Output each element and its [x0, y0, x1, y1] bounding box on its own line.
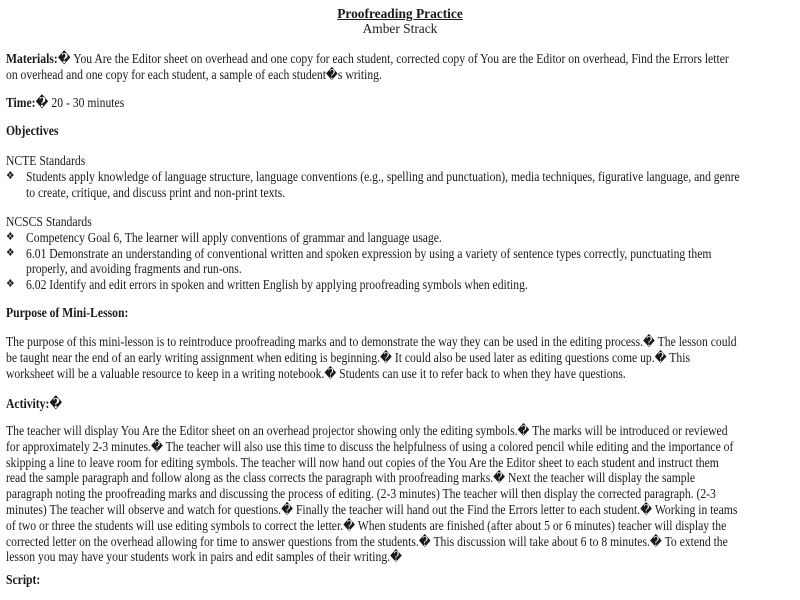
activity-paragraph [6, 423, 737, 565]
bullet-icon: ❖ [6, 169, 15, 182]
paragraph-line: paragraph noting the proofreading marks and discussing the process of editing. (2-3 minutes) The teacher will then display the corrected paragraph. (2-3 [6, 486, 716, 502]
materials-section [6, 51, 729, 83]
list-item [6, 169, 740, 185]
materials-label: Materials:� [6, 51, 71, 66]
bullet-icon: ❖ [6, 246, 15, 259]
paragraph-line: be taught near the end of an early writing assignment when editing is beginning.� It could also be used later as editing questions come up.� This [6, 349, 691, 365]
paragraph-line: worksheet will be a valuable resource to keep in a writing notebook.� Students can use it to refer back to when they have questions. [6, 365, 626, 381]
time-label: Time:� [6, 95, 49, 110]
ncscs-section [6, 214, 711, 293]
paragraph-line: The teacher will display You Are the Editor sheet on an overhead projector showing only the editing symbols.� The marks will be introduced or reviewed [6, 423, 728, 438]
purpose-paragraph [6, 334, 737, 381]
bullet-icon: ❖ [6, 278, 15, 291]
paragraph-line: for approximately 2-3 minutes.� The teacher will also use this time to discuss the helpfulness of using a colored pencil while editing and the importance of [6, 438, 734, 454]
materials-text: You Are the Editor sheet on overhead and one copy for each student, corrected copy of You are the Editor on overhead, Find the Errors letter [70, 51, 729, 66]
list-item-text: properly, and avoiding fragments and run-ons. [26, 261, 242, 277]
time-value: 20 - 30 minutes [48, 95, 125, 110]
paragraph-line: skipping a line to leave room for editing symbols. The teacher will now hand out copies of the You Are the Editor sheet to each student and instruct them [6, 454, 719, 470]
list-item [6, 277, 711, 293]
list-item-text: 6.02 Identify and edit errors in spoken and written English by applying proofreading symbols when editing. [26, 277, 528, 293]
author: Amber Strack [362, 21, 438, 36]
paragraph-line: read the sample paragraph and follow along as the class corrects the paragraph with proofreading marks.� Next the teacher will display the sample [6, 470, 696, 486]
paragraph-line: minutes) The teacher will observe and watch for questions.� Finally the teacher will hand out the Find the Errors letter to each student.� Working in teams [6, 501, 738, 517]
ncte-heading: NCTE Standards [6, 153, 86, 168]
objectives-heading: Objectives [6, 123, 59, 138]
materials-text: on overhead and one copy for each student, a sample of each student�s writing. [6, 66, 382, 82]
paragraph-line: corrected letter on the overhead allowing for time to answer questions from the students.� This discussion will take about 6 to 8 minutes.� To extend the [6, 533, 728, 549]
purpose-heading: Purpose of Mini-Lesson: [6, 305, 129, 320]
list-item-text: to create, critique, and discuss print and non-print texts. [26, 184, 286, 200]
activity-heading: Activity:� [6, 396, 63, 411]
script-heading: Script: [6, 572, 41, 587]
time-section [6, 95, 124, 111]
document-title: Proofreading Practice [337, 6, 463, 21]
list-item-text: 6.01 Demonstrate an understanding of conventional written and spoken expression by using a variety of sentence types correctly, punctuating them [26, 245, 712, 261]
paragraph-line: of two or three the students will use editing symbols to correct the letter.� When students are finished (after about 5 or 6 minutes) teacher will display the [6, 517, 727, 533]
bullet-icon: ❖ [6, 230, 15, 243]
list-item [6, 246, 711, 262]
ncte-section [6, 153, 740, 200]
ncscs-heading: NCSCS Standards [6, 214, 92, 229]
paragraph-line: lesson you may have your students work in pairs and edit samples of their writing.� [6, 549, 402, 565]
list-item [6, 230, 711, 246]
paragraph-line: The purpose of this mini-lesson is to reintroduce proofreading marks and to demonstrate the way they can be used in the editing process.� The lesson could [6, 334, 737, 349]
list-item-text: Competency Goal 6, The learner will apply conventions of grammar and language usage. [26, 229, 442, 245]
list-item-text: Students apply knowledge of language structure, language conventions (e.g., spelling and punctuation), media techniques, figurative language, and genre [26, 168, 740, 184]
